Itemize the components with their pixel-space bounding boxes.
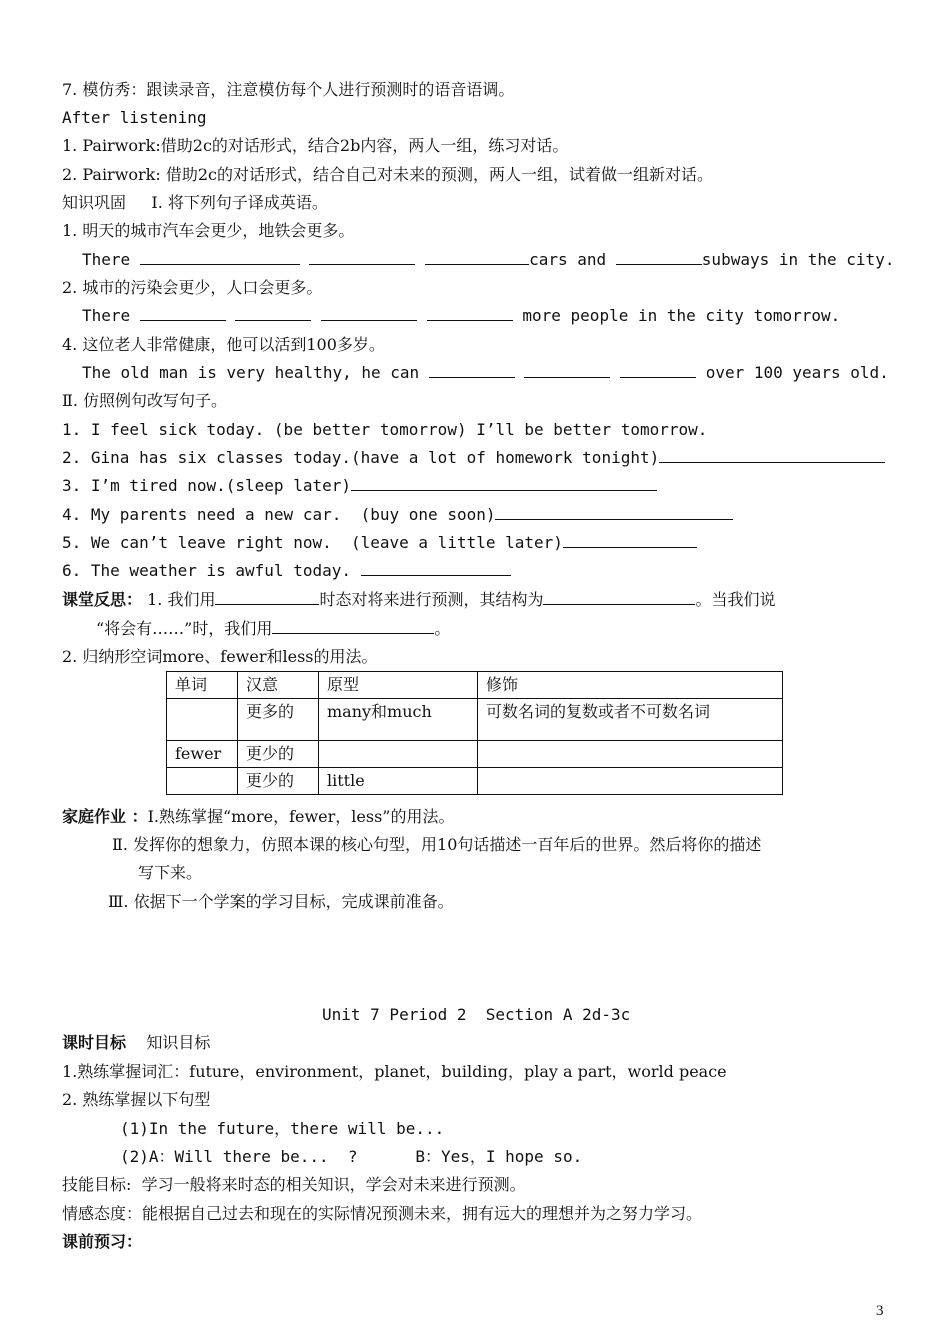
consolidation-heading: 知识巩固 Ⅰ. 将下列句子译成英语。 <box>62 193 328 212</box>
table-cell: 更多的 <box>238 699 319 741</box>
q1-english: There cars and subways in the city. <box>82 250 895 269</box>
table-cell <box>167 768 238 795</box>
preview-heading: 课前预习： <box>62 1232 143 1251</box>
objectives-heading: 课时目标 知识目标 <box>62 1033 211 1052</box>
pairwork-2: 2. Pairwork: 借助2c的对话形式，结合自己对未来的预测，两人一组，试着做一组新对话。 <box>62 165 713 184</box>
table-row <box>167 741 783 768</box>
comparison-table <box>166 671 783 795</box>
table-cell: fewer <box>167 741 238 768</box>
homework-line: 家庭作业 ：Ⅰ.熟练掌握“more，fewer，less”的用法。 <box>62 807 455 826</box>
table-cell: little <box>319 768 478 795</box>
table-cell <box>478 741 783 768</box>
rewrite-2: 2. Gina has six classes today.(have a lot of homework tonight) <box>62 448 885 468</box>
q4-english: The old man is very healthy, he can over 100 years old. <box>82 363 889 382</box>
rewrite-6: 6. The weather is awful today. <box>62 561 511 581</box>
table-row <box>167 699 783 741</box>
reflection-line-2: “将会有……”时，我们用 。 <box>96 619 451 638</box>
rewrite-3: 3. I’m tired now.(sleep later) <box>62 476 657 496</box>
table-cell <box>319 741 478 768</box>
rewrite-5: 5. We can’t leave right now. (leave a little later) <box>62 533 697 553</box>
attitude-objective: 情感态度：能根据自己过去和现在的实际情况预测未来，拥有远大的理想并为之努力学习。 <box>62 1204 703 1223</box>
q4-chinese: 4. 这位老人非常健康，他可以活到100多岁。 <box>62 335 385 354</box>
table-cell <box>478 768 783 795</box>
table-cell <box>167 699 238 741</box>
after-listening-heading: After listening <box>62 108 207 127</box>
q2-chinese: 2. 城市的污染会更少，人口会更多。 <box>62 278 323 297</box>
reflection-item-2: 2. 归纳形空词more、fewer和less的用法。 <box>62 647 378 666</box>
pattern-1: (1)In the future，there will be... <box>120 1119 445 1138</box>
table-cell: 可数名词的复数或者不可数名词 <box>478 699 783 741</box>
table-cell: many和much <box>319 699 478 741</box>
skill-objective: 技能目标: 学习一般将来时态的相关知识，学会对未来进行预测。 <box>62 1175 526 1194</box>
rewrite-4: 4. My parents need a new car. (buy one soon) <box>62 505 733 525</box>
header-base: 原型 <box>319 672 478 699</box>
q1-chinese: 1. 明天的城市汽车会更少，地铁会更多。 <box>62 221 355 240</box>
table-cell: 更少的 <box>238 741 319 768</box>
homework-3: Ⅲ. 依据下一个学案的学习目标，完成课前准备。 <box>108 892 454 911</box>
header-modifies: 修饰 <box>478 672 783 699</box>
table-row <box>167 768 783 795</box>
pattern-2: (2)A：Will there be... ? B：Yes，I hope so. <box>120 1147 583 1166</box>
rewrite-heading: Ⅱ. 仿照例句改写句子。 <box>62 391 228 410</box>
homework-2-cont: 写下来。 <box>138 863 203 882</box>
table-header-row <box>167 672 783 699</box>
table-cell: 更少的 <box>238 768 319 795</box>
homework-2: Ⅱ. 发挥你的想象力，仿照本课的核心句型，用10句话描述一百年后的世界。然后将你的描述 <box>112 835 762 854</box>
page-number: 3 <box>876 1303 884 1319</box>
q2-english: There more people in the city tomorrow. <box>82 306 841 325</box>
step-7-text: 7. 模仿秀：跟读录音，注意模仿每个人进行预测时的语音语调。 <box>62 80 515 99</box>
header-meaning: 汉意 <box>238 672 319 699</box>
pairwork-1: 1. Pairwork:借助2c的对话形式，结合2b内容，两人一组，练习对话。 <box>62 136 569 155</box>
vocab-objective: 1.熟练掌握词汇：future，environment，planet，building，play a part，world peace <box>62 1062 727 1081</box>
reflection-line: 课堂反思： 1. 我们用 时态对将来进行预测，其结构为 。当我们说 <box>62 590 776 609</box>
header-word: 单词 <box>167 672 238 699</box>
rewrite-1: 1. I feel sick today. (be better tomorrow) I’ll be better tomorrow. <box>62 420 708 439</box>
section-title: Unit 7 Period 2 Section A 2d-3c <box>322 1005 631 1024</box>
pattern-objective: 2. 熟练掌握以下句型 <box>62 1090 211 1109</box>
